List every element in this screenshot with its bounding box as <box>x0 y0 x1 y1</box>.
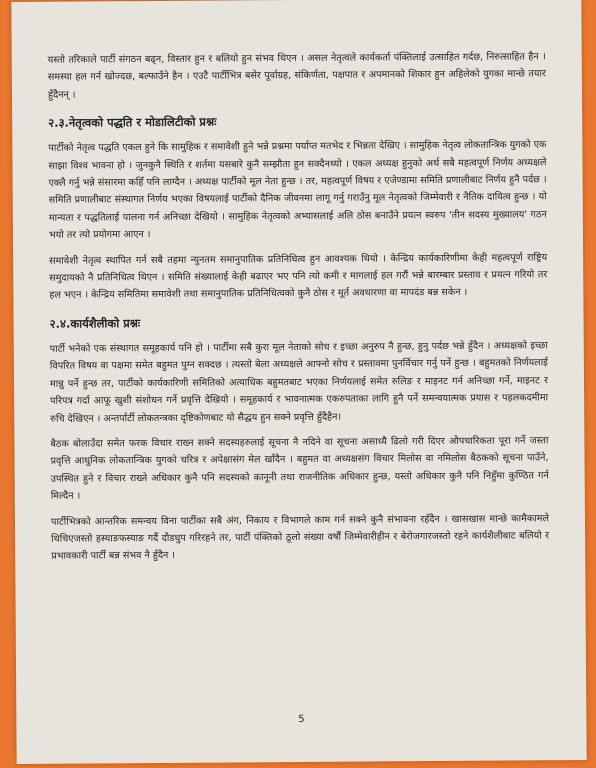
working-style-paragraph-3: पार्टीभित्रको आन्तरिक समन्वय विना पार्टीका सबै अंग, निकाय र विभागले काम गर्न सक्ने कुनै संभावना रहँदैन । खासखास मान्छे कामैकामले थिचिएजस्तो हस्याङफस्याङ गर्दै दौडधुप गरिरहने तर, पार्टी पंक्तिको ठूलो संख्या वर्षौं जिम्मेवारीहीन र बेरोजगारजस्तो रहने कार्यशैलीबाट बलियो र प्रभावकारी पार्टी बन्न संभव नै हुँदैन । <box>50 512 550 563</box>
leadership-paragraph-1: पार्टीको नेतृत्व पद्धति एकल हुने कि सामुहिक र समावेशी हुने भन्ने प्रश्नमा पर्याप्त मतभेद र भिन्नता देखिए । सामुहिक नेतृत्व लोकतान्त्रिक युगको एक साझा विश्व भावना हो । जुनकुनै स्थिति र शर्तमा यसबारे कुनै सम्झौता हुन सक्दैनथ्यो । एकल अध्यक्ष हुनुको अर्थ सबै महत्वपूर्ण निर्णय अध्यक्षले एक्लै गर्नु भन्ने संसारमा कहिँ पनि लाग्दैन । अध्यक्ष पार्टीको मूल नेता हुन्छ । तर, महत्वपूर्ण विषय र एजेण्डामा समिति प्रणालीबाट निर्णय हुनै पर्दछ । समिति प्रणालीबाट संस्थागत निर्णय भएका विषयलाई पार्टीको दैनिक जीवनमा लागू गर्नु गराउँनु मूल नेतृत्वको जिम्मेवारी र नैतिक दायित्व हुन्छ । यो मान्यता र पद्धतिलाई पालना गर्न अनिच्छा देखियो । सामुहिक नेतृत्वको अभ्यासलाई अलि ठोस बनाउँने प्रयत्न स्वरुप 'तीन सदस्य मुख्यालय' गठन भयो तर त्यो प्रयोगमा आएन । <box>48 139 547 241</box>
leadership-paragraph-2: समावेशी नेतृत्व स्थापित गर्न सबै तहमा न्युनतम समानुपातिक प्रतिनिधित्व हुन आवश्यक थियो । केन्द्रिय कार्यकारिणीमा केही महत्वपूर्ण राष्ट्रिय समुदायको नै प्रतिनिधित्व थिएन । समिति संख्यालाई केही बढाएर भए पनि त्यो कमी र मागलाई हल गरौं भन्ने बारम्बार प्रस्ताव र प्रयत्न गरियो तर हल भएन । केन्द्रिय समितिमा समावेशी तथा समानुपातिक प्रतिनिधित्वको कुनै ठोस र मूर्त अवधारणा वा मापदंड बन्न सकेन । <box>49 251 548 302</box>
section-heading-working-style: २.४.कार्यशैलीको प्रश्नः <box>49 315 141 331</box>
page-number: 5 <box>298 713 305 726</box>
document-page <box>11 0 586 764</box>
working-style-paragraph-1: पार्टी भनेको एक संस्थागत समूहकार्य पनि हो । पार्टीमा सबै कुरा मूल नेताको सोच र इच्छा अनुरुप नै हुन्छ, हुनु पर्दछ भन्ने हुँदैन । अध्यक्षको इच्छा विपरित विषय वा पक्षमा समेत बहुमत पुग्न सक्दछ । त्यस्तो बेला अध्यक्षले आफ्नो सोच र प्रस्तावमा पुनर्विचार गर्नु पर्ने हुन्छ । बहुमतको निर्णयलाई मान्नु पर्ने हुन्छ तर, पार्टीको कार्यकारिणी समितिको अत्याधिक बहुमतबाट भएका निर्णयलाई समेत रुलिङ र माइनट गर्न अनिच्छा गर्ने, माइनट र परिपत्र गर्दा आफू खुशी संशोधन गर्ने प्रवृत्ति देखियो । समूहकार्य र भावनात्मक एकरुपताका लागि हुनै पर्ने समन्वयात्मक प्रयास र पहलकदमीमा रुचि देखिएन । अन्तर्पार्टी लोकतन्त्रका दृष्टिकोणबाट यो सैद्धय हुन सक्ने प्रवृत्ति हुँदैहैन। <box>49 340 549 425</box>
intro-paragraph: यस्तो तरिकाले पार्टी संगठन बढ्न, विस्तार हुन र बलियो हुन संभव थिएन । असल नेतृत्वले कार्यकर्ता पंक्तिलाई उत्साहित गर्दछ, निरुत्साहित हैन । समस्या हल गर्न खोज्दछ, बल्फाउँने हैन । एउटै पार्टीभित्र बसेर पूर्वाग्रह, संकिर्णता, पक्षपात र अपमानको शिकार हुन अहिलेको युगका मान्छे तयार हुँदैनन् । <box>47 51 546 101</box>
page-content <box>48 48 550 573</box>
section-heading-leadership-method: २.३.नेतृत्वको पद्धति र मोडालिटीको प्रश्नः <box>48 114 217 130</box>
working-style-paragraph-2: बैठक बोलाउँदा समेत फरक विचार राख्न सक्ने सदस्यहरुलाई सूचना नै नदिने वा सूचना असाध्यै ढिलो गरी दिएर औपचारिकता पूरा गर्ने जस्ता प्रवृत्ति आधुनिक लोकतान्त्रिक युगको चरित्र र अपेक्षासंग मेल खाँदैन । बहुमत वा अध्यक्षसंग विचार मिलोस वा नमिलोस बैठकको सूचना पाउँने, उपस्थित हुने र विचार राख्ने अधिकार कुनै पनि सदस्यको कानूनी तथा राजनीतिक अधिकार हुन्छ, यस्तो अधिकार कुनै पनि निहुँमा कुण्ठित गर्न मिल्दैन । <box>50 435 549 502</box>
